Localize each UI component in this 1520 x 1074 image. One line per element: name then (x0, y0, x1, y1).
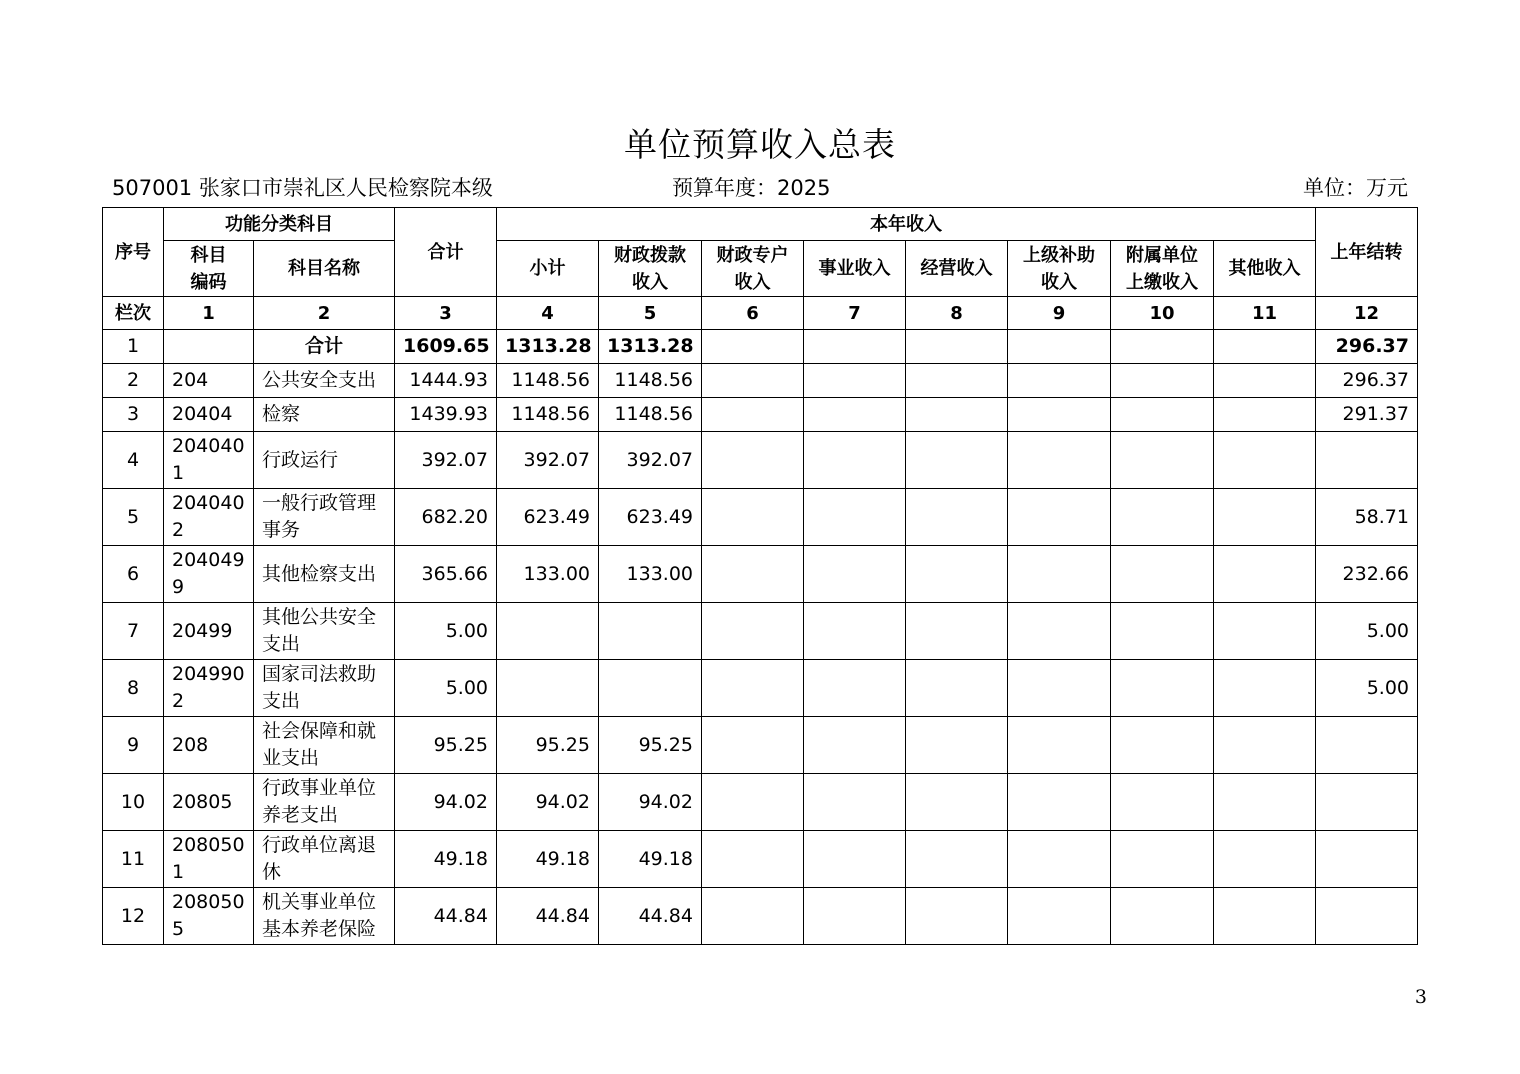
total-cell: 392.07 (395, 432, 497, 489)
fiscal-allocation-cell (599, 660, 702, 717)
seq-cell: 7 (103, 603, 164, 660)
other-income-cell (1214, 330, 1316, 364)
seq-cell: 1 (103, 330, 164, 364)
fiscal-special-cell (702, 603, 804, 660)
last-year-carryover-cell: 296.37 (1316, 330, 1418, 364)
other-income-cell (1214, 831, 1316, 888)
superior-subsidy-cell (1008, 774, 1111, 831)
other-income-cell (1214, 603, 1316, 660)
affiliated-remittance-cell (1111, 546, 1214, 603)
total-cell: 5.00 (395, 660, 497, 717)
other-income-cell (1214, 432, 1316, 489)
seq-cell: 9 (103, 717, 164, 774)
total-cell: 49.18 (395, 831, 497, 888)
table-row (103, 432, 1418, 489)
subject-name-cell: 检察 (254, 398, 395, 432)
header-operating-income: 经营收入 (906, 241, 1008, 297)
other-income-cell (1214, 660, 1316, 717)
fiscal-special-cell (702, 774, 804, 831)
affiliated-remittance-cell (1111, 330, 1214, 364)
operating-income-cell (906, 717, 1008, 774)
business-income-cell (804, 432, 906, 489)
seq-cell: 2 (103, 364, 164, 398)
last-year-carryover-cell (1316, 831, 1418, 888)
table-row (103, 888, 1418, 945)
superior-subsidy-cell (1008, 603, 1111, 660)
subject-code-cell: 2080501 (164, 831, 254, 888)
subtotal-cell: 49.18 (497, 831, 599, 888)
unit-label: 507001 张家口市崇礼区人民检察院本级 (112, 176, 493, 200)
business-income-cell (804, 660, 906, 717)
column-number: 栏次 (103, 297, 164, 330)
column-number: 7 (804, 297, 906, 330)
fiscal-special-cell (702, 888, 804, 945)
seq-cell: 4 (103, 432, 164, 489)
superior-subsidy-cell (1008, 546, 1111, 603)
operating-income-cell (906, 330, 1008, 364)
subtotal-cell: 94.02 (497, 774, 599, 831)
fiscal-allocation-cell: 1313.28 (599, 330, 702, 364)
column-number: 1 (164, 297, 254, 330)
header-subject-name: 科目名称 (254, 241, 395, 297)
subtotal-cell (497, 603, 599, 660)
affiliated-remittance-cell (1111, 364, 1214, 398)
superior-subsidy-cell (1008, 489, 1111, 546)
fiscal-special-cell (702, 717, 804, 774)
table-row (103, 546, 1418, 603)
fiscal-special-cell (702, 398, 804, 432)
table-row (103, 603, 1418, 660)
subtotal-cell: 1313.28 (497, 330, 599, 364)
fiscal-special-cell (702, 330, 804, 364)
table-row (103, 364, 1418, 398)
subtotal-cell: 44.84 (497, 888, 599, 945)
header-business-income: 事业收入 (804, 241, 906, 297)
operating-income-cell (906, 398, 1008, 432)
seq-cell: 5 (103, 489, 164, 546)
column-number: 3 (395, 297, 497, 330)
affiliated-remittance-cell (1111, 489, 1214, 546)
fiscal-allocation-cell: 392.07 (599, 432, 702, 489)
business-income-cell (804, 831, 906, 888)
business-income-cell (804, 603, 906, 660)
page-title: 单位预算收入总表 (624, 125, 896, 164)
total-cell: 44.84 (395, 888, 497, 945)
operating-income-cell (906, 603, 1008, 660)
operating-income-cell (906, 660, 1008, 717)
column-number: 8 (906, 297, 1008, 330)
header-total: 合计 (395, 208, 497, 297)
fiscal-special-cell (702, 831, 804, 888)
operating-income-cell (906, 364, 1008, 398)
total-cell: 5.00 (395, 603, 497, 660)
superior-subsidy-cell (1008, 398, 1111, 432)
table-row (103, 489, 1418, 546)
subject-code-cell: 2040401 (164, 432, 254, 489)
header-this-year-income: 本年收入 (497, 208, 1316, 241)
seq-cell: 11 (103, 831, 164, 888)
subject-code-cell: 2049902 (164, 660, 254, 717)
column-number: 12 (1316, 297, 1418, 330)
business-income-cell (804, 546, 906, 603)
header-subtotal: 小计 (497, 241, 599, 297)
superior-subsidy-cell (1008, 717, 1111, 774)
subject-code-cell: 20805 (164, 774, 254, 831)
subtotal-cell: 133.00 (497, 546, 599, 603)
subtotal-cell: 392.07 (497, 432, 599, 489)
other-income-cell (1214, 364, 1316, 398)
affiliated-remittance-cell (1111, 888, 1214, 945)
business-income-cell (804, 330, 906, 364)
subject-name-cell: 公共安全支出 (254, 364, 395, 398)
subject-code-cell: 208 (164, 717, 254, 774)
fiscal-special-cell (702, 364, 804, 398)
seq-cell: 6 (103, 546, 164, 603)
last-year-carryover-cell (1316, 717, 1418, 774)
column-number: 11 (1214, 297, 1316, 330)
subtotal-cell: 95.25 (497, 717, 599, 774)
table-row (103, 660, 1418, 717)
fiscal-allocation-cell (599, 603, 702, 660)
seq-cell: 12 (103, 888, 164, 945)
last-year-carryover-cell (1316, 774, 1418, 831)
superior-subsidy-cell (1008, 432, 1111, 489)
subject-name-cell: 其他检察支出 (254, 546, 395, 603)
subject-name-cell: 一般行政管理事务 (254, 489, 395, 546)
last-year-carryover-cell: 291.37 (1316, 398, 1418, 432)
header-subject-code: 科目 编码 (164, 241, 254, 297)
header-fiscal-allocation: 财政拨款 收入 (599, 241, 702, 297)
subject-code-cell: 2080505 (164, 888, 254, 945)
superior-subsidy-cell (1008, 888, 1111, 945)
fiscal-allocation-cell: 95.25 (599, 717, 702, 774)
operating-income-cell (906, 432, 1008, 489)
fiscal-allocation-cell: 44.84 (599, 888, 702, 945)
last-year-carryover-cell (1316, 432, 1418, 489)
total-cell: 94.02 (395, 774, 497, 831)
last-year-carryover-cell: 296.37 (1316, 364, 1418, 398)
last-year-carryover-cell: 5.00 (1316, 603, 1418, 660)
subject-name-cell: 行政事业单位养老支出 (254, 774, 395, 831)
fiscal-special-cell (702, 546, 804, 603)
header-last-year-carryover: 上年结转 (1316, 208, 1418, 297)
other-income-cell (1214, 888, 1316, 945)
subtotal-cell: 1148.56 (497, 364, 599, 398)
column-number: 10 (1111, 297, 1214, 330)
subject-code-cell: 2040499 (164, 546, 254, 603)
currency-unit-label: 单位：万元 (1303, 176, 1408, 200)
header-affiliated-remittance: 附属单位 上缴收入 (1111, 241, 1214, 297)
operating-income-cell (906, 831, 1008, 888)
fiscal-allocation-cell: 49.18 (599, 831, 702, 888)
seq-cell: 10 (103, 774, 164, 831)
last-year-carryover-cell: 5.00 (1316, 660, 1418, 717)
operating-income-cell (906, 546, 1008, 603)
business-income-cell (804, 717, 906, 774)
total-cell: 1439.93 (395, 398, 497, 432)
business-income-cell (804, 888, 906, 945)
seq-cell: 8 (103, 660, 164, 717)
superior-subsidy-cell (1008, 330, 1111, 364)
header-superior-subsidy: 上级补助 收入 (1008, 241, 1111, 297)
affiliated-remittance-cell (1111, 660, 1214, 717)
subtotal-cell: 623.49 (497, 489, 599, 546)
affiliated-remittance-cell (1111, 831, 1214, 888)
affiliated-remittance-cell (1111, 774, 1214, 831)
total-cell: 682.20 (395, 489, 497, 546)
total-cell: 365.66 (395, 546, 497, 603)
superior-subsidy-cell (1008, 831, 1111, 888)
fiscal-allocation-cell: 623.49 (599, 489, 702, 546)
other-income-cell (1214, 546, 1316, 603)
other-income-cell (1214, 489, 1316, 546)
fiscal-allocation-cell: 133.00 (599, 546, 702, 603)
seq-cell: 3 (103, 398, 164, 432)
page-number: 3 (1414, 986, 1427, 1008)
subject-name-cell: 合计 (254, 330, 395, 364)
last-year-carryover-cell: 232.66 (1316, 546, 1418, 603)
operating-income-cell (906, 888, 1008, 945)
other-income-cell (1214, 398, 1316, 432)
column-number: 9 (1008, 297, 1111, 330)
superior-subsidy-cell (1008, 660, 1111, 717)
column-number: 2 (254, 297, 395, 330)
subtotal-cell: 1148.56 (497, 398, 599, 432)
other-income-cell (1214, 717, 1316, 774)
subject-name-cell: 行政运行 (254, 432, 395, 489)
business-income-cell (804, 774, 906, 831)
last-year-carryover-cell (1316, 888, 1418, 945)
column-number: 4 (497, 297, 599, 330)
subject-code-cell (164, 330, 254, 364)
last-year-carryover-cell: 58.71 (1316, 489, 1418, 546)
affiliated-remittance-cell (1111, 432, 1214, 489)
subject-name-cell: 其他公共安全支出 (254, 603, 395, 660)
subject-name-cell: 社会保障和就业支出 (254, 717, 395, 774)
column-number: 6 (702, 297, 804, 330)
budget-income-table (102, 207, 1418, 945)
subject-name-cell: 机关事业单位基本养老保险 (254, 888, 395, 945)
table-row (103, 774, 1418, 831)
subject-code-cell: 20404 (164, 398, 254, 432)
table-row (103, 831, 1418, 888)
operating-income-cell (906, 489, 1008, 546)
fiscal-special-cell (702, 489, 804, 546)
business-income-cell (804, 398, 906, 432)
subject-code-cell: 20499 (164, 603, 254, 660)
subject-name-cell: 行政单位离退休 (254, 831, 395, 888)
header-other-income: 其他收入 (1214, 241, 1316, 297)
subject-code-cell: 204 (164, 364, 254, 398)
table-row (103, 330, 1418, 364)
subject-code-cell: 2040402 (164, 489, 254, 546)
affiliated-remittance-cell (1111, 603, 1214, 660)
table-row (103, 398, 1418, 432)
fiscal-allocation-cell: 94.02 (599, 774, 702, 831)
affiliated-remittance-cell (1111, 398, 1214, 432)
table-row (103, 717, 1418, 774)
affiliated-remittance-cell (1111, 717, 1214, 774)
fiscal-allocation-cell: 1148.56 (599, 364, 702, 398)
other-income-cell (1214, 774, 1316, 831)
total-cell: 95.25 (395, 717, 497, 774)
subtotal-cell (497, 660, 599, 717)
subject-name-cell: 国家司法救助支出 (254, 660, 395, 717)
header-seq: 序号 (103, 208, 164, 297)
budget-year-label: 预算年度：2025 (672, 176, 831, 200)
business-income-cell (804, 364, 906, 398)
fiscal-allocation-cell: 1148.56 (599, 398, 702, 432)
column-number: 5 (599, 297, 702, 330)
fiscal-special-cell (702, 432, 804, 489)
fiscal-special-cell (702, 660, 804, 717)
operating-income-cell (906, 774, 1008, 831)
total-cell: 1444.93 (395, 364, 497, 398)
total-cell: 1609.65 (395, 330, 497, 364)
header-fiscal-special-account: 财政专户 收入 (702, 241, 804, 297)
header-function-class: 功能分类科目 (164, 208, 395, 241)
superior-subsidy-cell (1008, 364, 1111, 398)
business-income-cell (804, 489, 906, 546)
